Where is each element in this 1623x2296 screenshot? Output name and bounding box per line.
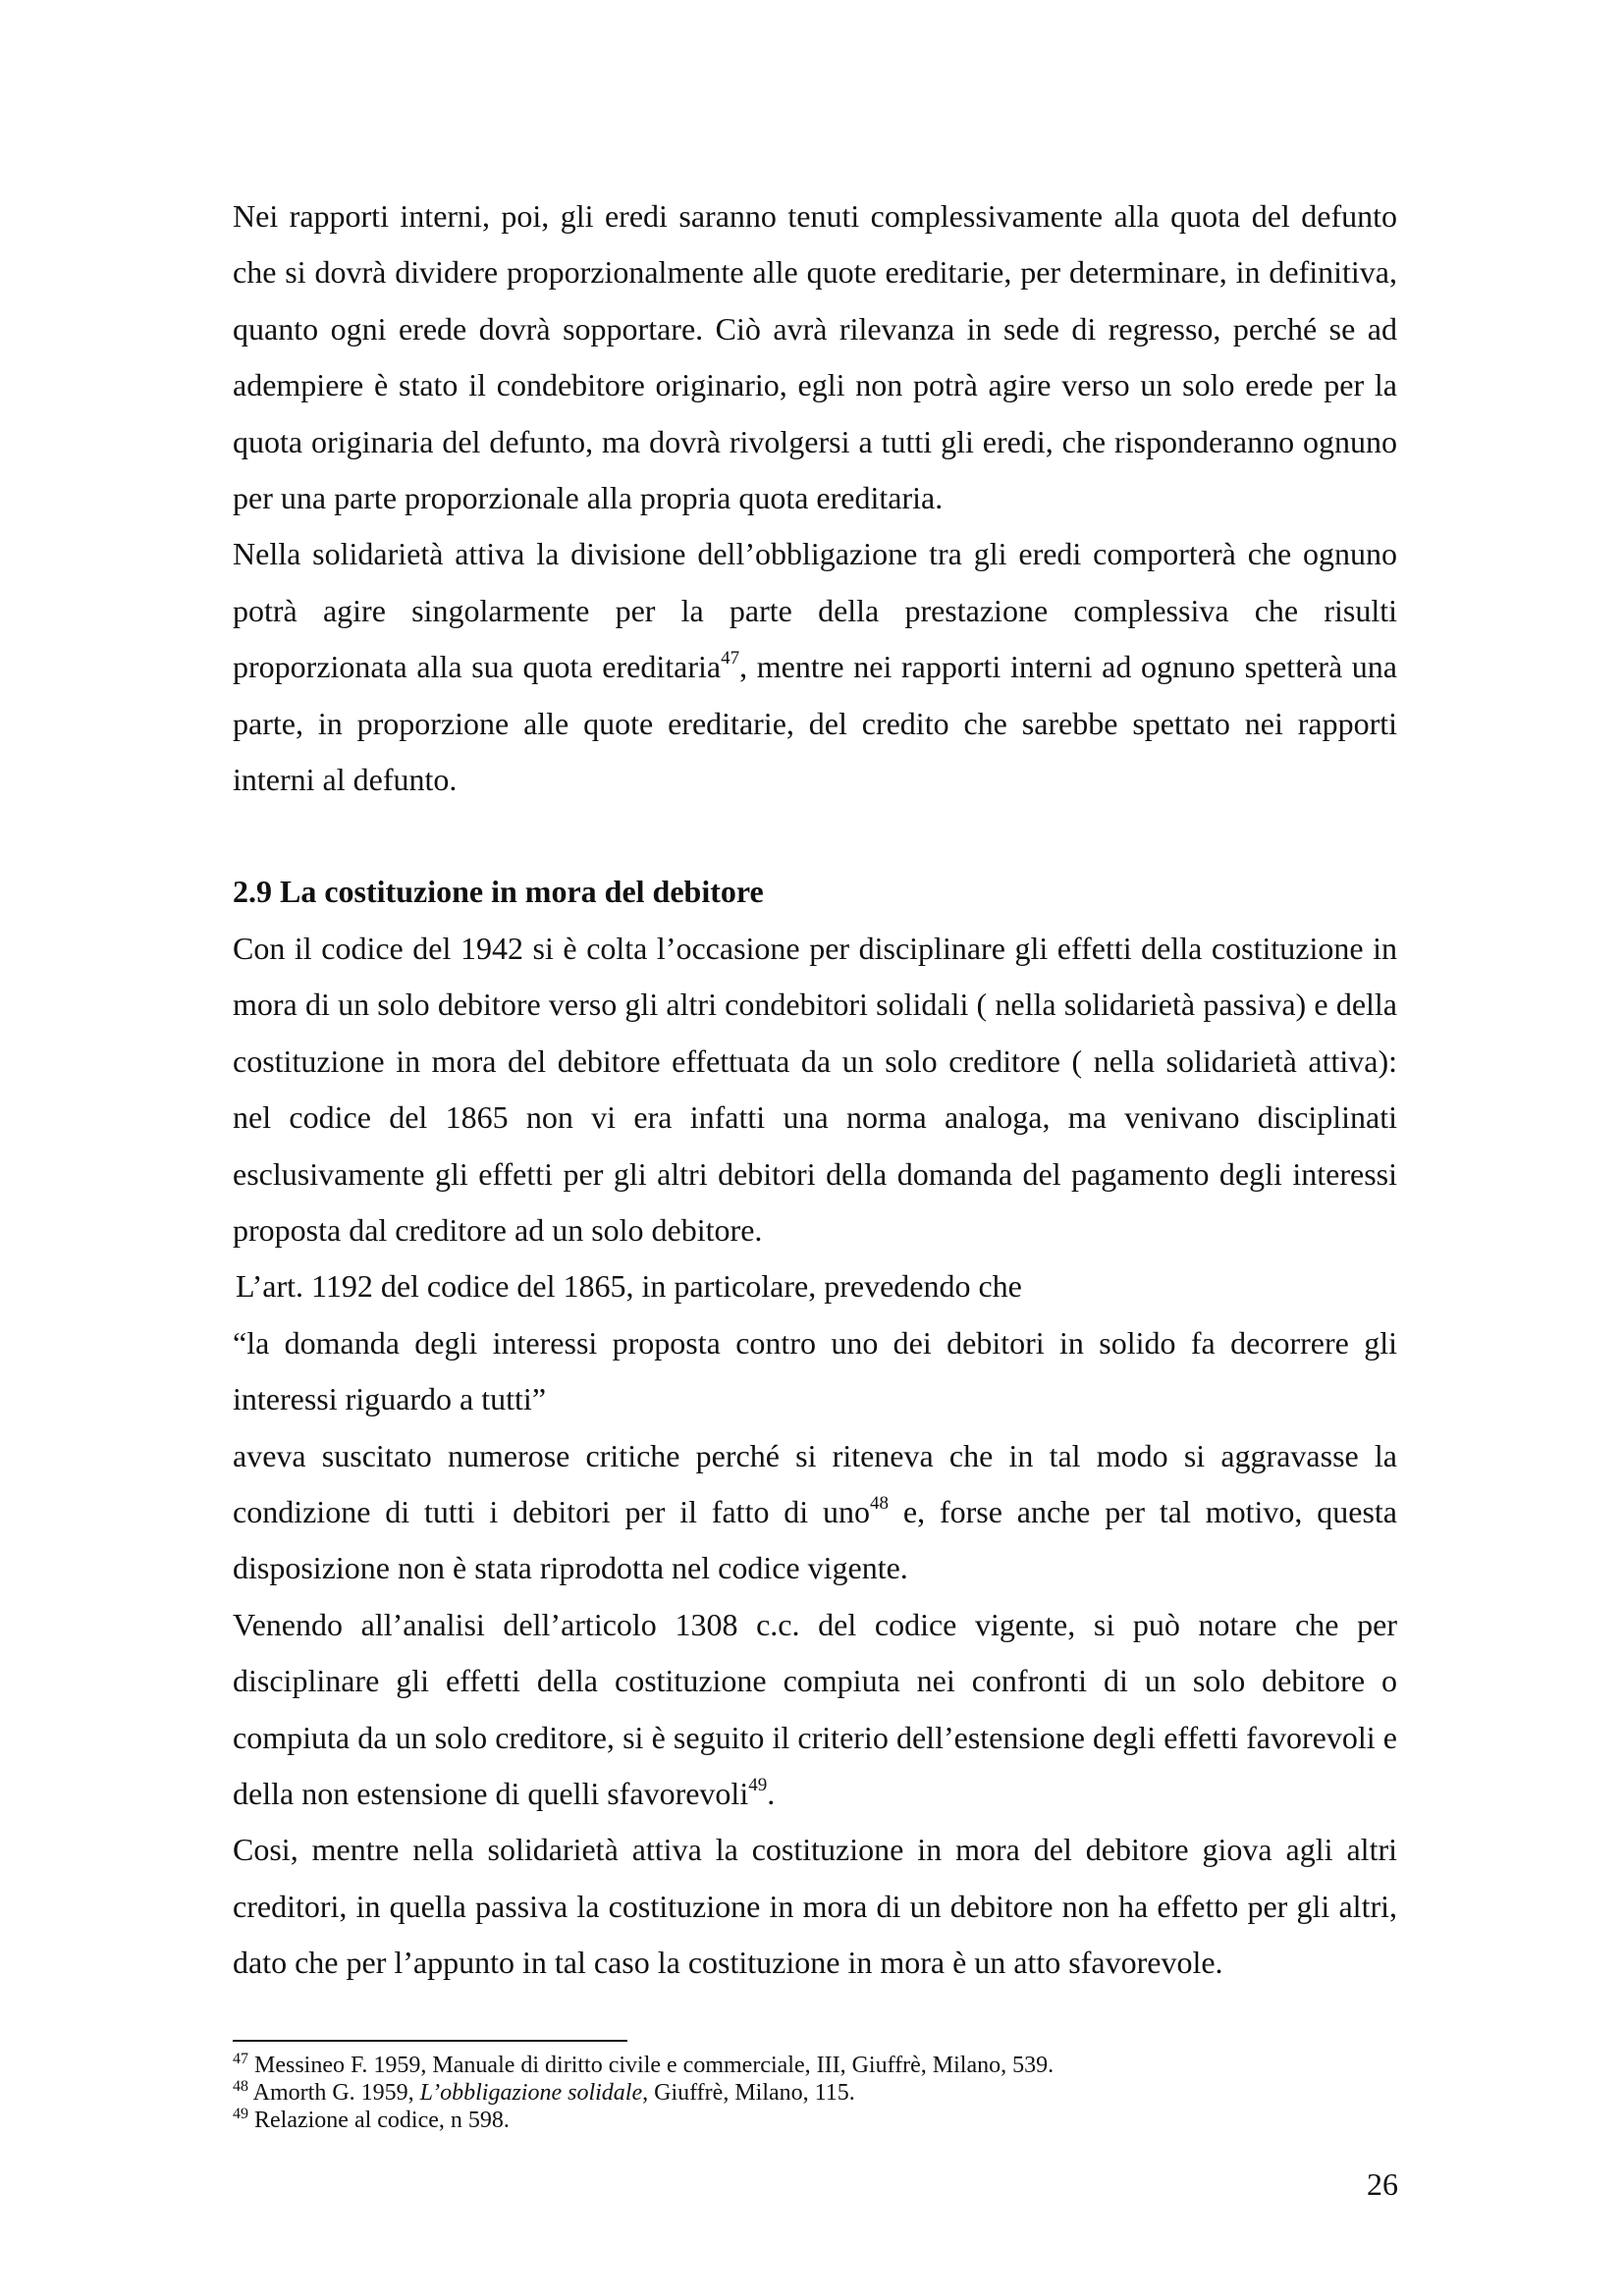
paragraph-text: Nei rapporti interni, poi, gli eredi saranno tenuti complessivamente alla quota del defunto che si dovrà dividere proporzionalmente alle quote ereditarie, per determinare, in definitiva, quanto ogni erede dovrà sopportare. Ciò avrà rilevanza in sede di regresso, perché se ad adempiere è stato il condebitore originario, egli non potrà agire verso un solo erede per la quota originaria del defunto, ma dovrà rivolgersi a tutti gli eredi, che risponderanno ognuno per una parte proporzionale alla propria quota ereditaria.: [233, 198, 1397, 516]
paragraph-text: Nella solidarietà attiva la divisione dell’obbligazione tra gli eredi comporterà che ognuno potrà agire singolarmente per la parte della prestazione complessiva che risulti proporzionata alla sua quota ereditaria: [233, 536, 1397, 685]
paragraph-codice-1942: [233, 921, 1397, 1258]
paragraph-text: aveva suscitato numerose critiche perché si riteneva che in tal modo si aggravasse la condizione di tutti i debitori per il fatto di uno: [233, 1437, 1397, 1529]
quote-text: “la domanda degli interessi proposta contro uno dei debitori in solido fa decorrere gli interessi riguardo a tutti”: [233, 1324, 1397, 1417]
paragraph-regresso: [233, 188, 1397, 526]
footnote-reference-48[interactable]: 48: [870, 1492, 890, 1514]
paragraph-text: L’art. 1192 del codice del 1865, in particolare, prevedendo che: [236, 1268, 1022, 1305]
paragraph-text: Venendo all’analisi dell’articolo 1308 c.c. del codice vigente, si può notare che per disciplinare gli effetti della costituzione compiuta nei confronti di un solo debitore o compiuta da un solo creditore, si è seguito il criterio dell’estensione degli effetti favorevoli e della non estensione di quelli sfavorevoli: [233, 1606, 1397, 1811]
footnote-reference-49[interactable]: 49: [748, 1774, 768, 1795]
footnote-text: Relazione al codice, n 598.: [248, 2108, 510, 2133]
footnote-49: [233, 2107, 1397, 2134]
paragraph-text: .: [767, 1775, 776, 1811]
footnote-number: 49: [233, 2106, 248, 2122]
paragraph-solidarieta-attiva: [233, 526, 1397, 808]
footnote-text: Amorth G. 1959,: [248, 2080, 420, 2106]
footnote-reference-47[interactable]: 47: [721, 648, 740, 669]
paragraph-text: , mentre nei rapporti interni ad ognuno spetterà una parte, in proporzione alle quote ereditarie, del credito che sarebbe spettato nei rapporti interni al defunto.: [233, 649, 1398, 798]
section-heading: 2.9 La costituzione in mora del debitore: [233, 874, 764, 910]
footnote-47: [233, 2052, 1397, 2079]
footnote-title: L’obbligazione solidale: [419, 2080, 643, 2106]
footnote-separator: [233, 2040, 627, 2042]
paragraph-text: Cosi, mentre nella solidarietà attiva la costituzione in mora del debitore giova agli altri creditori, in quella passiva la costituzione in mora di un debitore non ha effetto per gli altri, dato che per l’appunto in tal caso la costituzione in mora è un atto sfavorevole.: [233, 1832, 1397, 1981]
paragraph-conclusione: [233, 1822, 1397, 1991]
paragraph-text: Con il codice del 1942 si è colta l’occasione per disciplinare gli effetti della costituzione in mora di un solo debitore verso gli altri condebitori solidali ( nella solidarietà passiva) e della costituzione in mora del debitore effettuata da un solo creditore ( nella solidarietà attiva): nel codice del 1865 non vi era infatti una norma analoga, ma venivano disciplinati esclusivamente gli effetti per gli altri debitori della domanda del pagamento degli interessi proposta dal creditore ad un solo debitore.: [233, 930, 1397, 1248]
paragraph-critiche: [233, 1428, 1397, 1597]
page-number: 26: [1367, 2166, 1398, 2202]
body-text: [233, 188, 1397, 1992]
paragraph-articolo-1308: [233, 1597, 1397, 1823]
paragraph-art-1192: [233, 1258, 1397, 1314]
paragraph-text: e, forse anche per tal motivo, questa disposizione non è stata riprodotta nel codice vigente.: [233, 1493, 1398, 1586]
footnote-number: 48: [233, 2078, 248, 2095]
footnote-number: 47: [233, 2051, 248, 2067]
quoted-article-text: [233, 1315, 1397, 1428]
footnote-text: , Giuffrè, Milano, 115.: [642, 2080, 855, 2106]
footnote-text: Messineo F. 1959, Manuale di diritto civile e commerciale, III, Giuffrè, Milano, 539.: [248, 2053, 1055, 2078]
footnotes: [233, 2052, 1397, 2134]
footnote-48: [233, 2079, 1397, 2107]
